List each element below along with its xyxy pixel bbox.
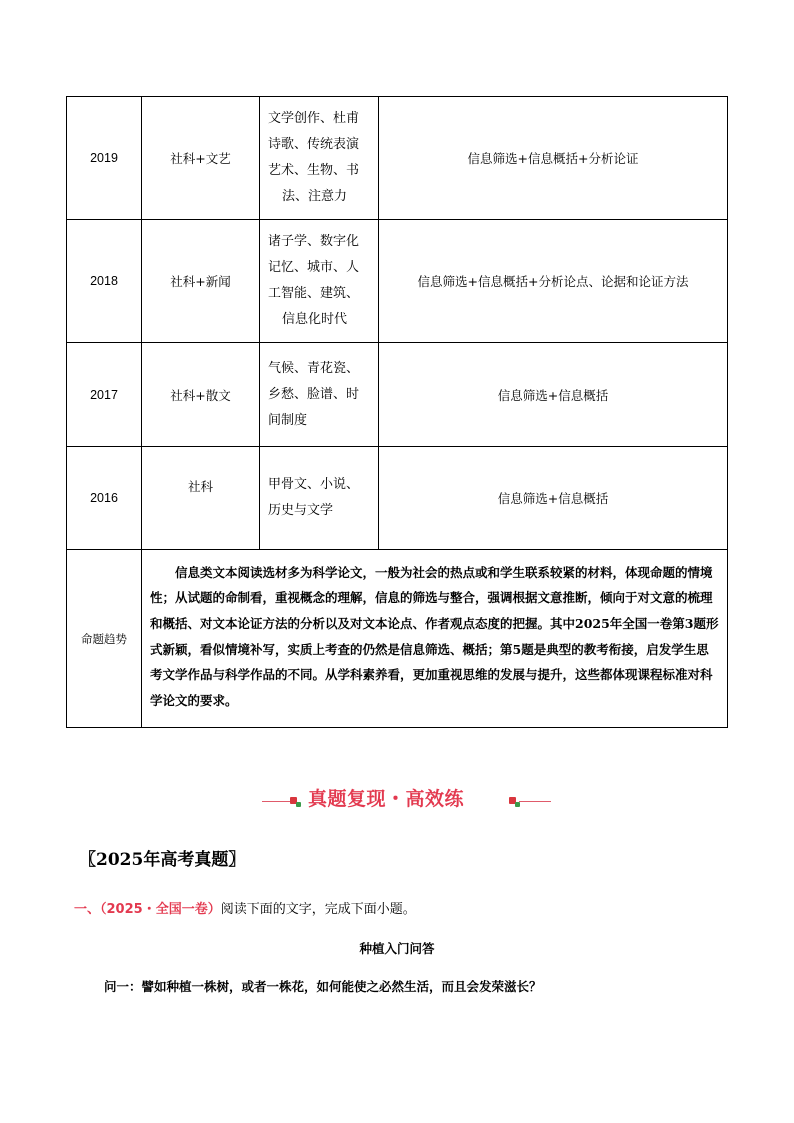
table-row [67,220,728,343]
year-cell: 2016 [67,447,142,550]
exam-year-heading: 〖2025年高考真题〗 [79,850,246,870]
topic-cell [260,447,379,550]
topic-line: 气候、青花瓷、 [268,360,360,376]
heading-left-dot-green [296,802,301,807]
text-type-cell: 社科+新闻 [142,220,260,343]
year-cell: 2018 [67,220,142,343]
topic-cell [260,220,379,343]
section-heading [0,780,794,820]
heading-left-rule [262,801,290,802]
topic-line: 艺术、生物、书 [268,163,360,178]
skill-cell: 信息筛选+信息概括 [379,447,728,550]
heading-right-dot-green [515,802,520,807]
skill-cell: 信息筛选+信息概括+分析论证 [379,97,728,220]
question-instruction: 阅读下面的文字，完成下面小题。 [220,902,416,917]
topic-line: 诗歌、传统表演 [268,137,360,152]
topic-line: 记忆、城市、人 [268,260,360,275]
text-type-cell: 社科+散文 [142,343,260,447]
question-intro [74,898,416,917]
topic-line: 历史与文学 [268,503,334,518]
question-source: （2025・全国一卷） [100,902,221,917]
article-paragraph: 问一：譬如种植一株树，或者一株花，如何能使之必然生活，而且会发荣滋长？ [104,979,542,994]
exam-analysis-table [66,96,728,728]
skill-cell: 信息筛选+信息概括 [379,343,728,447]
trend-text: 信息类文本阅读选材多为科学论文，一般为社会的热点或和学生联系较紧的材料，体现命题的情境性；从试题的命制看，重视概念的理解，信息的筛选与整合，强调根据文意推断，倾向于对文意的梳理和概括、对文本论证方法的分析以及对文本论点、作者观点态度的把握。其中2025年全国一卷第3题形式新颖，看似情境补写，实质上考查的仍然是信息筛选、概括；第5题是典型的教考衔接，启发学生思考文学作品与科学作品的不同。从学科素养看，更加重视思维的发展与提升，这些都体现课程标准对科学论文的要求。 [142,550,728,728]
text-type-cell: 社科 [142,447,260,550]
topic-line: 间制度 [268,412,308,428]
topic-line: 乡愁、脸谱、时 [268,386,360,402]
year-cell: 2017 [67,343,142,447]
topic-line: 甲骨文、小说、 [268,477,360,492]
topic-cell [260,343,379,447]
text-type-cell: 社科+文艺 [142,97,260,220]
heading-right-rule [519,801,551,802]
table-row [67,447,728,550]
table-row [67,343,728,447]
year-cell: 2019 [67,97,142,220]
table-row-trend [67,550,728,728]
trend-label: 命题趋势 [67,550,142,728]
topic-line: 法、注意力 [282,189,348,204]
topic-line: 文学创作、杜甫 [268,111,360,126]
article-title: 种植入门问答 [359,941,435,956]
skill-cell: 信息筛选+信息概括+分析论点、论据和论证方法 [379,220,728,343]
topic-line: 诸子学、数字化 [268,234,360,249]
topic-line: 信息化时代 [282,312,348,327]
question-number: 一、 [74,902,101,917]
table-row [67,97,728,220]
topic-line: 工智能、建筑、 [268,286,360,301]
section-heading-text: 真题复现・高效练 [308,788,465,810]
topic-cell [260,97,379,220]
